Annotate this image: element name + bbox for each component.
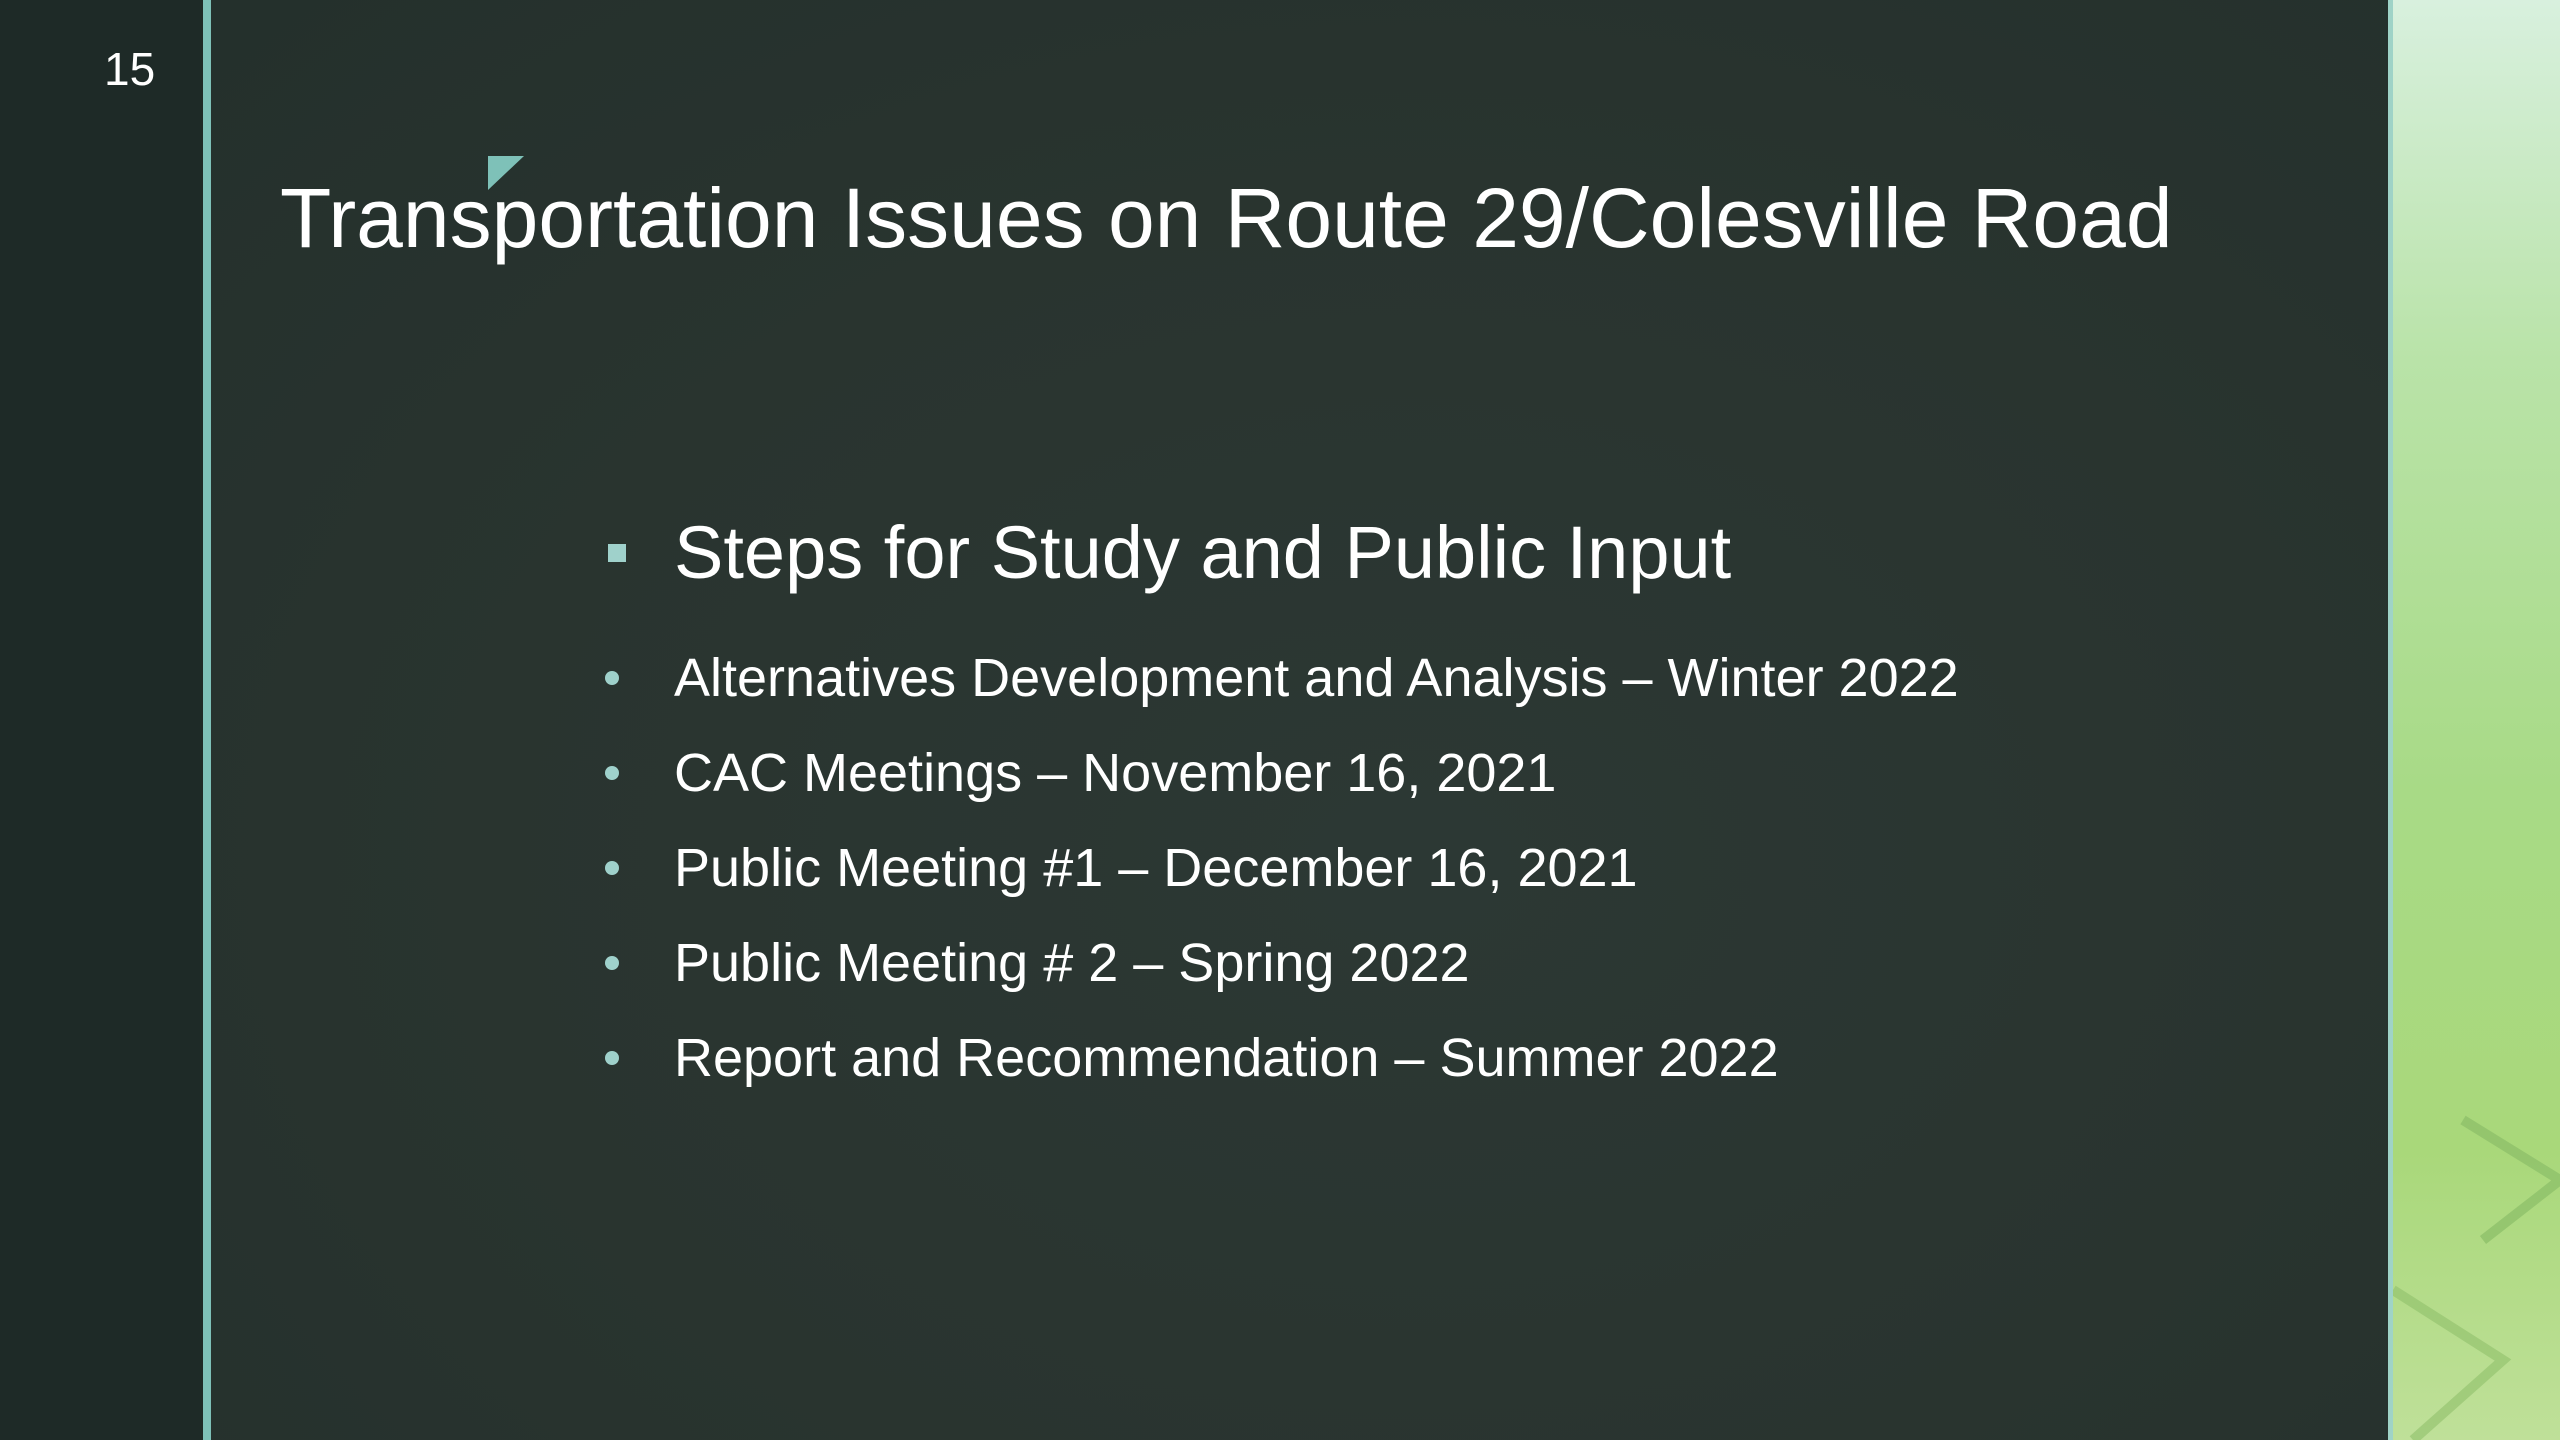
slide-title: Transportation Issues on Route 29/Colesville Road [280, 171, 2173, 265]
dot-bullet-icon [605, 1051, 619, 1065]
list-item [600, 915, 1959, 1010]
heading-row [600, 510, 1731, 595]
dot-bullet-icon [605, 766, 619, 780]
list-item [600, 630, 1959, 725]
bullet-text: Public Meeting # 2 – Spring 2022 [674, 932, 1470, 993]
bullet-text: Alternatives Development and Analysis – Winter 2022 [674, 647, 1959, 708]
right-decor-panel [2393, 0, 2560, 1440]
bullet-list [600, 630, 1959, 1105]
dot-bullet-icon [605, 671, 619, 685]
bullet-text: Public Meeting #1 – December 16, 2021 [674, 837, 1638, 898]
slide-number: 15 [104, 43, 156, 95]
square-bullet-icon [608, 544, 626, 562]
bullet-text: Report and Recommendation – Summer 2022 [674, 1027, 1779, 1088]
list-item [600, 1010, 1959, 1105]
dot-bullet-icon [605, 861, 619, 875]
left-accent-line [203, 0, 211, 1440]
list-item [600, 820, 1959, 915]
section-heading: Steps for Study and Public Input [674, 511, 1732, 594]
left-panel [0, 0, 203, 1440]
bullet-text: CAC Meetings – November 16, 2021 [674, 742, 1557, 803]
chevron-right-icon [2393, 0, 2560, 1440]
dot-bullet-icon [605, 956, 619, 970]
list-item [600, 725, 1959, 820]
